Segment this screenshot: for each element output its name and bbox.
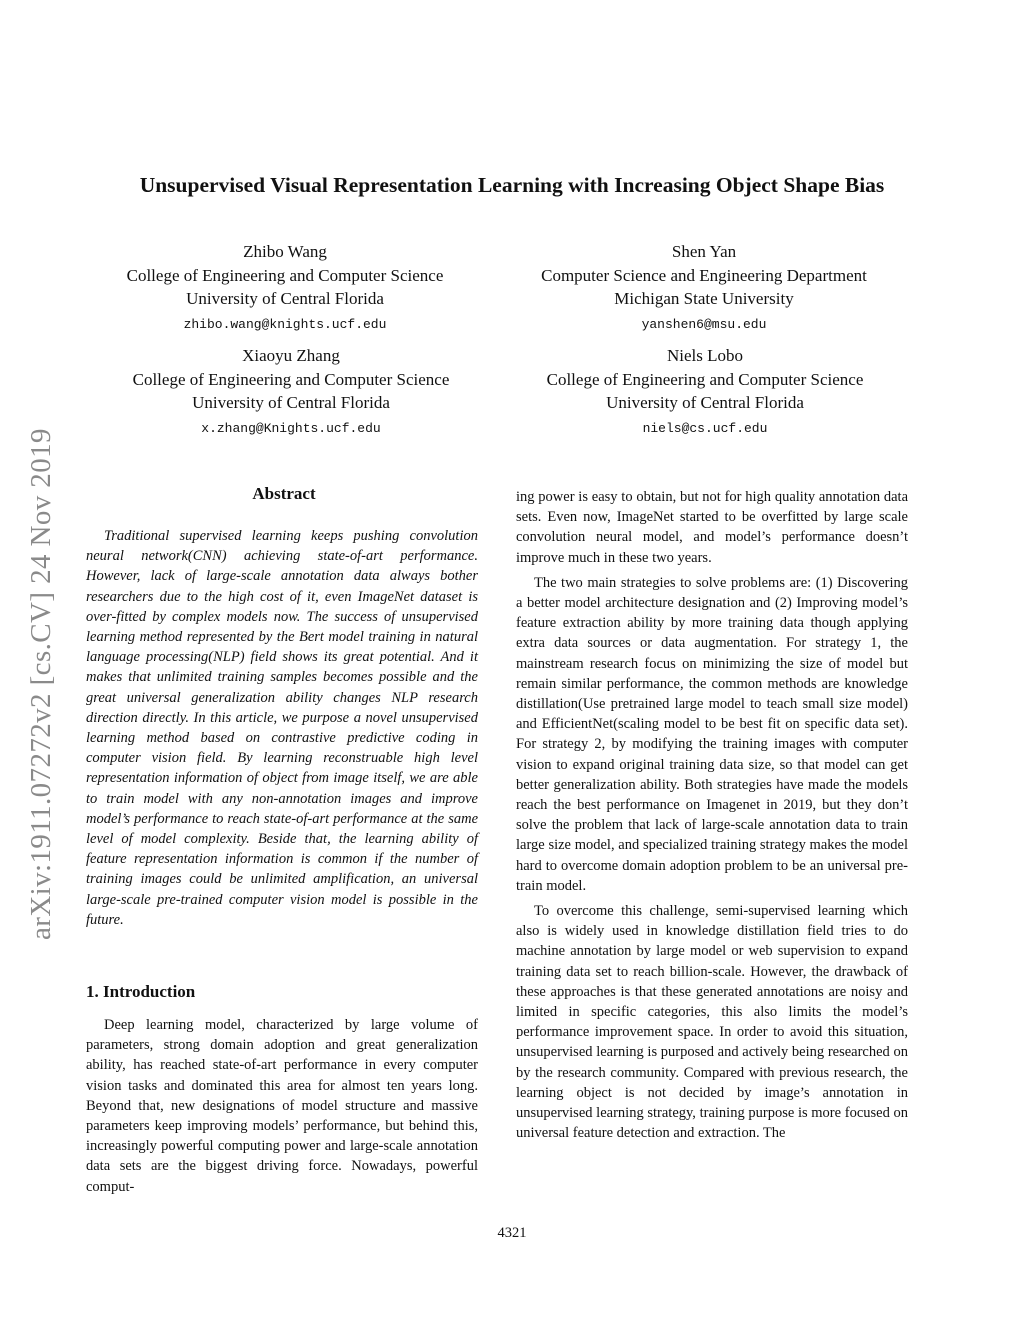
introduction-body xyxy=(86,1015,478,1197)
author-block xyxy=(505,344,905,440)
author-affiliation: Computer Science and Engineering Department xyxy=(541,265,867,285)
author-block xyxy=(85,240,485,336)
right-column xyxy=(516,487,908,1144)
paper-title: Unsupervised Visual Representation Learning with Increasing Object Shape Bias xyxy=(139,173,885,197)
abstract-paragraph: Traditional supervised learning keeps pushing convolution neural network(CNN) achieving state-of-art performance. However, lack of large-scale annotation data always bother researchers due to the high cost of it, even ImageNet dataset is over-fitted by complex models now. The success of unsupervised learning method represented by the Bert model training in natural language processing(NLP) field shows its great potential. And it makes that unlimited training samples becomes possible and the great universal generalization ability changes NLP research direction directly. In this article, we purpose a novel unsupervised learning method based on contrastive predictive coding in computer vision field. By learning reconstruable high level representation information of object from image itself, we are able to train model with any non-annotation images and improve model’s performance to reach state-of-art performance at the same level of model complexity. Beside that, the learning ability of feature representation information is common if the number of training images could be unlimited amplification, an universal large-scale pre-trained computer vision model is possible in the future. xyxy=(86,528,478,928)
author-affiliation: University of Central Florida xyxy=(186,289,384,308)
author-name: Shen Yan xyxy=(671,242,737,261)
author-email: zhibo.wang@knights.ucf.edu xyxy=(183,316,387,332)
author-affiliation: Michigan State University xyxy=(614,289,794,308)
author-affiliation: College of Engineering and Computer Science xyxy=(132,369,450,389)
introduction-paragraph: Deep learning model, characterized by large volume of parameters, strong domain adoption and great generalization ability, has reached state-of-art performance in every computer vision tasks and dominated this area for almost ten years long. Beyond that, new designations of model structure and massive parameters keep improving models’ performance, but behind this, increasingly powerful computing power and large-scale annotation data sets are the biggest driving force. Nowadays, powerful comput- xyxy=(86,1017,478,1195)
page-number: 4321 xyxy=(497,1225,527,1241)
author-name: Xiaoyu Zhang xyxy=(242,346,340,365)
author-name: Niels Lobo xyxy=(666,346,744,365)
author-email: yanshen6@msu.edu xyxy=(641,316,767,332)
author-block xyxy=(91,344,491,440)
abstract-heading: Abstract xyxy=(252,484,316,503)
author-block xyxy=(504,240,904,336)
body-paragraph: ing power is easy to obtain, but not for high quality annotation data sets. Even now, ImageNet started to be overfitted by large scale convolution neural model, and model’s performance doesn’t improve much in these two years. xyxy=(516,489,908,566)
author-email: x.zhang@Knights.ucf.edu xyxy=(201,420,381,436)
body-paragraph: To overcome this challenge, semi-supervised learning which also is widely used in knowledge distillation field tries to do machine annotation by large model or web supervision to expand training data set to reach billion-scale. However, the drawback of these approaches is that these generated annotations are noisy and limited in specific categories, this also limits the model’s performance improvement space. In order to avoid this situation, unsupervised learning is purposed and actively being researched on by the research community. Compared with previous research, the learning object is not decided by image’s annotation in unsupervised learning strategy, training purpose is more focused on universal feature detection and extraction. The xyxy=(516,903,908,1142)
body-paragraph: The two main strategies to solve problems are: (1) Discovering a better model architecture designation and (2) Improving model’s feature extraction ability by more training data though applying extra data sources or data augmentation. For strategy 1, the mainstream research focus on minimizing the size of model but remain similar performance, the common methods are knowledge distillation(Use pretrained large model to teach small size model) and EfficientNet(scaling model to be best fit on specific data set). For strategy 2, by modifying the training images with computer vision to expand original training data size, so that model can get better generalization ability. Both strategies have made the models reach the best performance on Imagenet in 2019, but they don’t solve the problem that lack of large-scale annotation data to train large size model, and specialized training strategy makes the model hard to overcome domain adoption problem to be an universal pre-train model. xyxy=(516,574,908,894)
author-name: Zhibo Wang xyxy=(243,242,327,261)
introduction-heading: 1. Introduction xyxy=(86,982,196,1001)
abstract-body xyxy=(86,526,478,930)
author-affiliation: University of Central Florida xyxy=(606,393,804,412)
author-affiliation: College of Engineering and Computer Science xyxy=(546,369,864,389)
author-affiliation: College of Engineering and Computer Science xyxy=(126,265,444,285)
author-email: niels@cs.ucf.edu xyxy=(642,420,768,436)
arxiv-identifier-stamp: arXiv:1911.07272v2 [cs.CV] 24 Nov 2019 xyxy=(25,428,57,940)
author-affiliation: University of Central Florida xyxy=(192,393,390,412)
